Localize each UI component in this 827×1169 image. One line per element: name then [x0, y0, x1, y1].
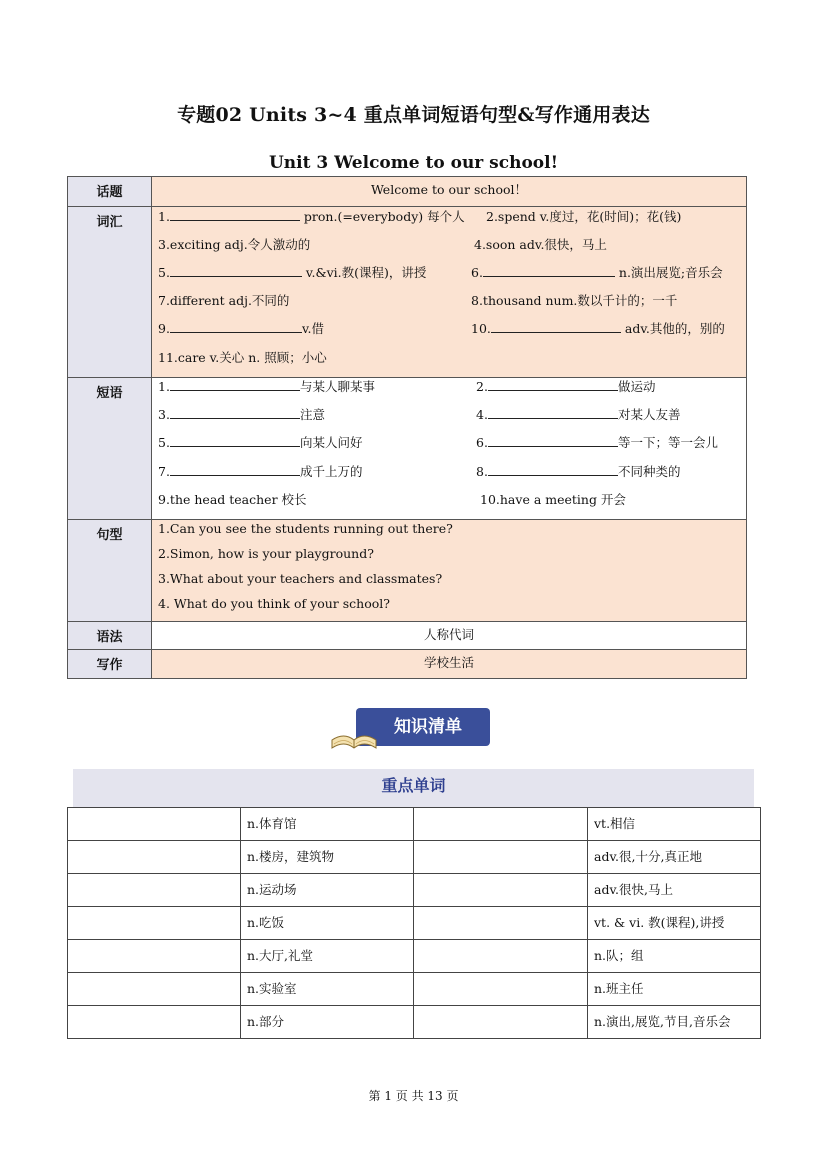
meaning-cell: n.班主任: [588, 973, 761, 1006]
topic-row: [68, 177, 746, 206]
phrases-label: 短语: [68, 378, 152, 519]
sentences-label: 句型: [68, 520, 152, 621]
vocab-item: 8.thousand num.数以千计的；一千: [471, 293, 678, 308]
phrase-item: 9.the head teacher 校长: [158, 492, 307, 507]
meaning-cell: adv.很快,马上: [588, 874, 761, 907]
phrase-item[interactable]: 5. 向某人问好: [158, 435, 363, 450]
vocab-item[interactable]: 10. adv.其他的，别的: [471, 321, 725, 336]
meaning-cell: n.体育馆: [241, 808, 414, 841]
table-row: [68, 841, 761, 874]
topic-label: 话题: [68, 177, 152, 206]
answer-blank-cell[interactable]: [414, 940, 588, 973]
answer-blank-cell[interactable]: [68, 907, 241, 940]
sentence-item: 2.Simon, how is your playground?: [158, 546, 374, 561]
topic-value: Welcome to our school！: [152, 177, 746, 206]
sentences-content: [152, 520, 746, 621]
knowledge-list-banner: [330, 706, 492, 752]
vocab-item: 2.spend v.度过，花(时间)；花(钱): [486, 209, 682, 224]
answer-blank-cell[interactable]: [414, 808, 588, 841]
meaning-cell: adv.很,十分,真正地: [588, 841, 761, 874]
meaning-cell: vt.相信: [588, 808, 761, 841]
vocab-item: 7.different adj.不同的: [158, 293, 290, 308]
grammar-label: 语法: [68, 622, 152, 649]
table-row: [68, 874, 761, 907]
writing-row: [68, 649, 746, 678]
answer-blank-cell[interactable]: [414, 874, 588, 907]
meaning-cell: n.吃饭: [241, 907, 414, 940]
vocab-content: [152, 207, 746, 377]
writing-label: 写作: [68, 650, 152, 678]
answer-blank-cell[interactable]: [414, 841, 588, 874]
answer-blank-cell[interactable]: [68, 1006, 241, 1039]
phrase-item[interactable]: 3. 注意: [158, 407, 325, 422]
answer-blank-cell[interactable]: [68, 874, 241, 907]
phrases-row: [68, 377, 746, 519]
vocab-label: 词汇: [68, 207, 152, 377]
vocab-item[interactable]: 5. v.&vi.教(课程)，讲授: [158, 265, 427, 280]
meaning-cell: vt. & vi. 教(课程),讲授: [588, 907, 761, 940]
key-words-table: [67, 807, 761, 1039]
answer-blank-cell[interactable]: [68, 973, 241, 1006]
phrase-item[interactable]: 6. 等一下；等一会儿: [476, 435, 718, 450]
sentence-item: 3.What about your teachers and classmates?: [158, 571, 443, 586]
meaning-cell: n.演出,展览,节目,音乐会: [588, 1006, 761, 1039]
answer-blank-cell[interactable]: [68, 808, 241, 841]
answer-blank-cell[interactable]: [414, 907, 588, 940]
vocab-row: [68, 206, 746, 377]
phrase-item[interactable]: 7. 成千上万的: [158, 464, 363, 479]
vocab-item[interactable]: 9. v.借: [158, 321, 324, 336]
grammar-value: 人称代词: [423, 627, 474, 642]
sentence-item: 1.Can you see the students running out there?: [158, 521, 453, 536]
answer-blank-cell[interactable]: [68, 841, 241, 874]
table-row: [68, 940, 761, 973]
writing-value: 学校生活: [152, 650, 746, 678]
sentence-item: 4. What do you think of your school?: [158, 596, 390, 611]
vocab-item[interactable]: 6. n.演出展览;音乐会: [471, 265, 723, 280]
summary-table: [67, 176, 747, 679]
meaning-cell: n.楼房，建筑物: [241, 841, 414, 874]
vocab-item: 4.soon adv.很快，马上: [474, 237, 607, 252]
phrase-item: 10.have a meeting 开会: [480, 492, 626, 507]
table-row: [68, 808, 761, 841]
meaning-cell: n.实验室: [241, 973, 414, 1006]
banner-label: 知识清单: [356, 708, 490, 746]
phrase-item[interactable]: 8. 不同种类的: [476, 464, 681, 479]
page-footer: 第 1 页 共 13 页: [368, 1089, 459, 1103]
table-row: [68, 1006, 761, 1039]
meaning-cell: n.运动场: [241, 874, 414, 907]
phrase-item[interactable]: 4. 对某人友善: [476, 407, 681, 422]
vocab-item[interactable]: 1. pron.(=everybody) 每个人: [158, 209, 465, 224]
key-words-heading: 重点单词: [73, 769, 754, 807]
vocab-item: 11.care v.关心 n. 照顾；小心: [158, 350, 327, 365]
table-row: [68, 907, 761, 940]
answer-blank-cell[interactable]: [414, 1006, 588, 1039]
unit-title: Unit 3 Welcome to our school!: [268, 153, 559, 173]
vocab-item: 3.exciting adj.令人激动的: [158, 237, 311, 252]
table-row: [68, 973, 761, 1006]
phrase-item[interactable]: 2. 做运动: [476, 379, 656, 394]
answer-blank-cell[interactable]: [414, 973, 588, 1006]
meaning-cell: n.队；组: [588, 940, 761, 973]
meaning-cell: n.大厅,礼堂: [241, 940, 414, 973]
sentences-row: [68, 519, 746, 621]
phrase-item[interactable]: 1. 与某人聊某事: [158, 379, 375, 394]
book-icon: [330, 718, 378, 752]
meaning-cell: n.部分: [241, 1006, 414, 1039]
page-title: 专题02 Units 3~4 重点单词短语句型&写作通用表达: [177, 104, 650, 126]
grammar-row: [68, 621, 746, 649]
phrases-content: [152, 378, 746, 519]
answer-blank-cell[interactable]: [68, 940, 241, 973]
